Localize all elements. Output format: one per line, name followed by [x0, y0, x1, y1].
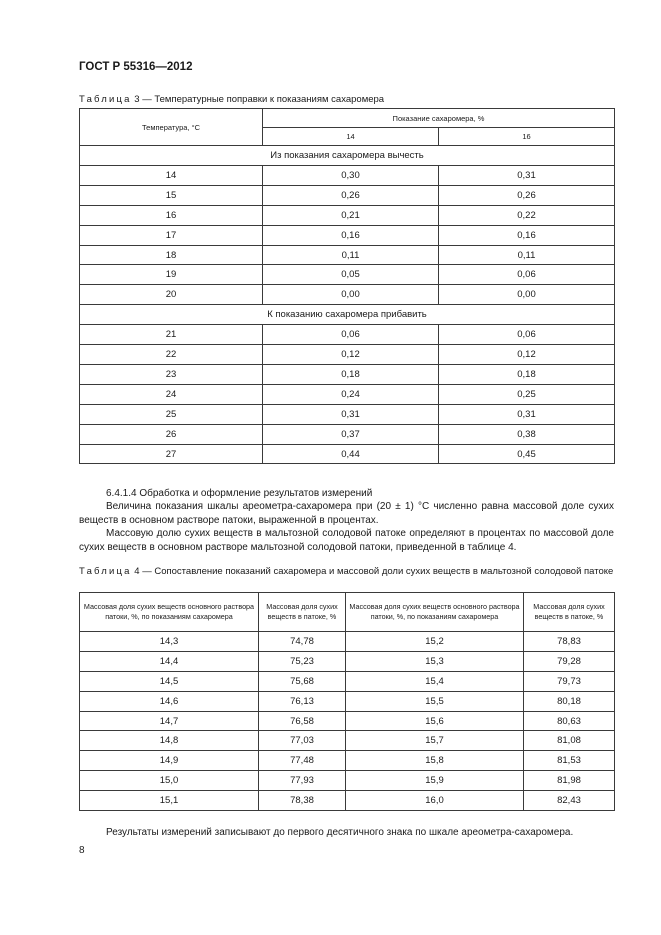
paragraph-2 — [79, 527, 614, 554]
table3-subtract-row — [80, 205, 615, 225]
table4-cell: 80,63 — [524, 711, 615, 731]
table4-cell: 15,7 — [346, 731, 524, 751]
table4-cell: 75,23 — [259, 651, 346, 671]
table4-row — [80, 751, 615, 771]
table4-cell: 14,3 — [80, 632, 259, 652]
table4-row — [80, 651, 615, 671]
paragraph-1 — [79, 500, 614, 527]
table4-cell: 16,0 — [346, 791, 524, 811]
table3-subtract-cell: 0,26 — [263, 185, 439, 205]
table3-subtract-cell: 0,22 — [439, 205, 615, 225]
table4-caption — [79, 566, 619, 577]
table4-cell: 14,9 — [80, 751, 259, 771]
table3-subtract-cell: 16 — [80, 205, 263, 225]
table4-row — [80, 791, 615, 811]
table3-caption — [79, 94, 619, 105]
table3-add-cell: 24 — [80, 384, 263, 404]
table3-add-cell: 21 — [80, 325, 263, 345]
table3-section-add-row — [80, 305, 615, 325]
section-heading — [79, 487, 614, 501]
table4-cell: 77,93 — [259, 771, 346, 791]
table3-subtract-cell: 20 — [80, 285, 263, 305]
document-code: ГОСТ Р 55316—2012 — [79, 61, 193, 73]
table4-caption-label: Таблица — [79, 566, 132, 577]
table4-cell: 78,38 — [259, 791, 346, 811]
table4-row — [80, 771, 615, 791]
table4-cell: 76,58 — [259, 711, 346, 731]
table4-cell: 15,2 — [346, 632, 524, 652]
table3-add-row — [80, 345, 615, 365]
table3-subtract-row — [80, 245, 615, 265]
table4-header-a: Массовая доля сухих веществ основного раствора патоки, %, по показаниям сахаромера — [80, 593, 259, 632]
table3-subtract-cell: 0,00 — [439, 285, 615, 305]
table3-add-row — [80, 424, 615, 444]
paragraph-2-text: Массовую долю сухих веществ в мальтозной солодовой патоке определяют в процентах по массовой доле сухих веществ в основном растворе мальтозной солодовой патоки, приведенной в таблице 4. — [79, 528, 614, 553]
table4-cell: 79,73 — [524, 671, 615, 691]
table4-cell: 75,68 — [259, 671, 346, 691]
table3-add-row — [80, 444, 615, 464]
table4-row — [80, 711, 615, 731]
table4-cell: 15,1 — [80, 791, 259, 811]
table3-header-reading: Показание сахаромера, % — [263, 109, 615, 128]
table3-add-cell: 0,12 — [439, 345, 615, 365]
table4-row — [80, 632, 615, 652]
table3-add-cell: 0,18 — [263, 365, 439, 385]
table3-add-cell: 22 — [80, 345, 263, 365]
table3-subtract-cell: 0,16 — [263, 225, 439, 245]
table4-cell: 14,4 — [80, 651, 259, 671]
table4-cell: 15,0 — [80, 771, 259, 791]
table4 — [79, 592, 615, 811]
paragraph-1-text: Величина показания шкалы ареометра-сахаромера при (20 ± 1) °С численно равна массовой доле сухих веществ в основном растворе патоки, выраженной в процентах. — [79, 501, 614, 526]
table3-subtract-cell: 19 — [80, 265, 263, 285]
table4-cell: 14,8 — [80, 731, 259, 751]
table3-subtract-row — [80, 285, 615, 305]
table3-add-cell: 0,38 — [439, 424, 615, 444]
table4-row — [80, 691, 615, 711]
table4-cell: 15,4 — [346, 671, 524, 691]
page-number: 8 — [79, 845, 85, 856]
table3-subtract-cell: 0,30 — [263, 166, 439, 186]
table3-subtract-row — [80, 166, 615, 186]
table3-add-cell: 0,45 — [439, 444, 615, 464]
table3 — [79, 108, 615, 464]
table4-cell: 14,7 — [80, 711, 259, 731]
table4-cell: 15,3 — [346, 651, 524, 671]
table3-add-row — [80, 365, 615, 385]
table3-subtract-cell: 0,21 — [263, 205, 439, 225]
table4-cell: 15,6 — [346, 711, 524, 731]
table4-header-b: Массовая доля сухих веществ в патоке, % — [259, 593, 346, 632]
table3-add-cell: 0,06 — [439, 325, 615, 345]
table3-subheader-16: 16 — [439, 128, 615, 146]
table3-subtract-cell: 14 — [80, 166, 263, 186]
table3-section-add: К показанию сахаромера прибавить — [80, 305, 615, 325]
table4-caption-text: 4 — Сопоставление показаний сахаромера и массовой доли сухих веществ в мальтозной солодовой патоке — [131, 566, 614, 577]
table4-cell: 76,13 — [259, 691, 346, 711]
section-heading-text: 6.4.1.4 Обработка и оформление результатов измерений — [106, 488, 373, 499]
table3-subtract-cell: 0,00 — [263, 285, 439, 305]
table3-subtract-cell: 0,11 — [263, 245, 439, 265]
table4-cell: 78,83 — [524, 632, 615, 652]
final-paragraph-text: Результаты измерений записывают до первого десятичного знака по шкале ареометра-сахаромера. — [106, 827, 574, 838]
table3-subtract-cell: 18 — [80, 245, 263, 265]
table3-subtract-row — [80, 225, 615, 245]
table4-cell: 15,8 — [346, 751, 524, 771]
table3-add-cell: 0,44 — [263, 444, 439, 464]
table3-subtract-row — [80, 185, 615, 205]
table3-subtract-cell: 17 — [80, 225, 263, 245]
table3-add-cell: 25 — [80, 404, 263, 424]
table3-add-cell: 23 — [80, 365, 263, 385]
table4-row — [80, 671, 615, 691]
table3-add-cell: 0,37 — [263, 424, 439, 444]
table3-add-cell: 0,18 — [439, 365, 615, 385]
table4-cell: 77,48 — [259, 751, 346, 771]
table4-cell: 79,28 — [524, 651, 615, 671]
table3-subheader-14: 14 — [263, 128, 439, 146]
final-paragraph — [79, 826, 614, 840]
table3-subtract-row — [80, 265, 615, 285]
table4-cell: 77,03 — [259, 731, 346, 751]
table4-row — [80, 731, 615, 751]
table3-subtract-cell: 0,16 — [439, 225, 615, 245]
table3-add-cell: 0,24 — [263, 384, 439, 404]
table3-add-cell: 27 — [80, 444, 263, 464]
table3-add-cell: 0,12 — [263, 345, 439, 365]
table4-header-c: Массовая доля сухих веществ основного раствора патоки, %, по показаниям сахаромера — [346, 593, 524, 632]
table4-cell: 81,53 — [524, 751, 615, 771]
table4-cell: 82,43 — [524, 791, 615, 811]
table3-subtract-cell: 0,11 — [439, 245, 615, 265]
table3-subtract-cell: 0,05 — [263, 265, 439, 285]
table3-add-row — [80, 384, 615, 404]
table4-cell: 14,6 — [80, 691, 259, 711]
table3-caption-text: 3 — Температурные поправки к показаниям сахаромера — [131, 94, 385, 105]
table3-subtract-cell: 0,31 — [439, 166, 615, 186]
table4-cell: 81,08 — [524, 731, 615, 751]
table4-cell: 80,18 — [524, 691, 615, 711]
table4-cell: 74,78 — [259, 632, 346, 652]
table4-cell: 15,9 — [346, 771, 524, 791]
table4-cell: 81,98 — [524, 771, 615, 791]
table3-add-cell: 0,31 — [439, 404, 615, 424]
table3-subtract-cell: 15 — [80, 185, 263, 205]
table3-add-cell: 0,31 — [263, 404, 439, 424]
table3-add-row — [80, 404, 615, 424]
table3-subtract-cell: 0,06 — [439, 265, 615, 285]
table3-section-subtract: Из показания сахаромера вычесть — [80, 146, 615, 166]
table3-add-cell: 0,25 — [439, 384, 615, 404]
table3-add-row — [80, 325, 615, 345]
table3-subtract-cell: 0,26 — [439, 185, 615, 205]
table3-add-cell: 26 — [80, 424, 263, 444]
table3-caption-label: Таблица — [79, 94, 132, 105]
table4-cell: 15,5 — [346, 691, 524, 711]
table4-header-d: Массовая доля сухих веществ в патоке, % — [524, 593, 615, 632]
table3-header-temperature: Температура, °С — [80, 109, 263, 146]
table4-cell: 14,5 — [80, 671, 259, 691]
table3-add-cell: 0,06 — [263, 325, 439, 345]
